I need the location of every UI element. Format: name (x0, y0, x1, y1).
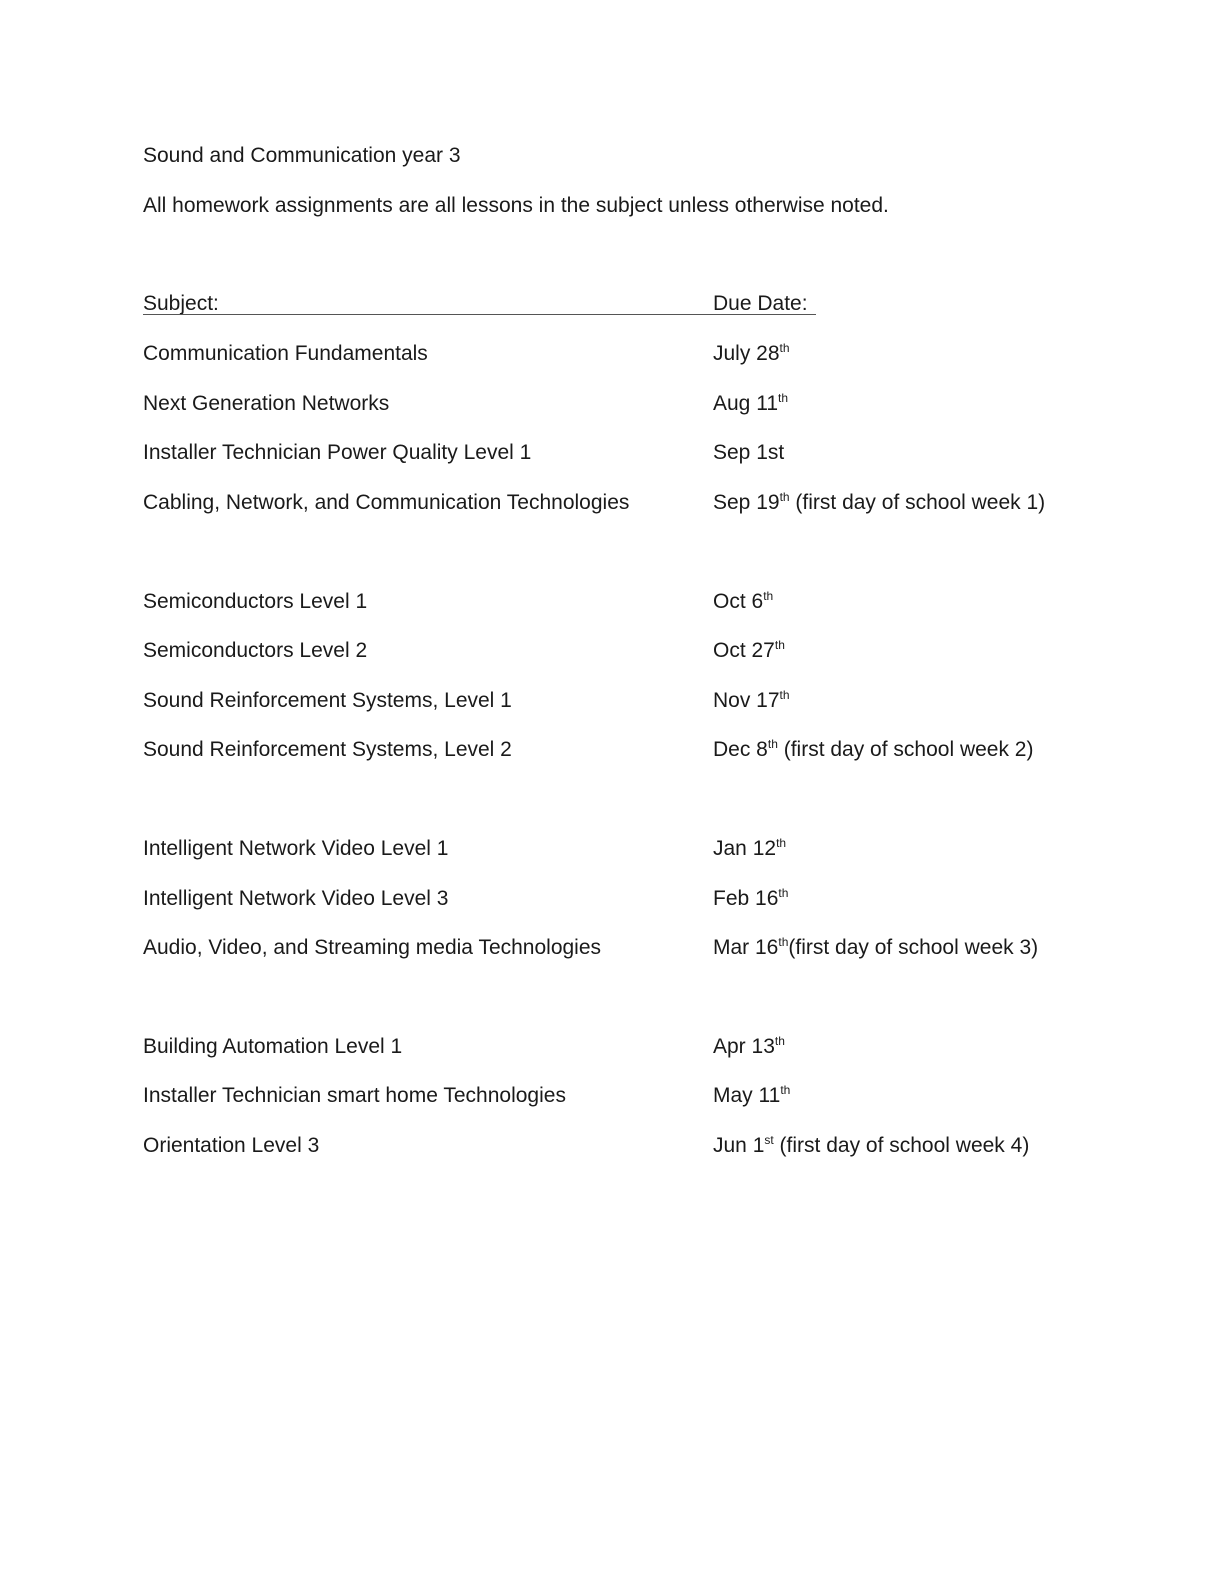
table-row-subject: Installer Technician smart home Technologies (143, 1084, 566, 1107)
table-row-due-date: Feb 16th (713, 886, 789, 910)
document-title: Sound and Communication year 3 (143, 144, 461, 167)
table-row-subject: Building Automation Level 1 (143, 1035, 403, 1058)
table-row-due-date: Sep 1st (713, 441, 785, 464)
table-row-subject: Orientation Level 3 (143, 1134, 320, 1157)
table-row-subject: Sound Reinforcement Systems, Level 1 (143, 689, 512, 712)
table-row-subject: Next Generation Networks (143, 392, 390, 415)
table-row-subject: Cabling, Network, and Communication Technologies (143, 491, 630, 514)
due-date-column-header: Due Date: (713, 292, 808, 315)
table-row-subject: Intelligent Network Video Level 3 (143, 887, 449, 910)
table-row-subject: Audio, Video, and Streaming media Technologies (143, 936, 602, 959)
table-row-due-date: Jan 12th (713, 836, 787, 860)
table-row-subject: Semiconductors Level 2 (143, 639, 368, 662)
table-row-subject: Communication Fundamentals (143, 342, 428, 365)
table-row-subject: Semiconductors Level 1 (143, 590, 368, 613)
table-row-due-date: Dec 8th (first day of school week 2) (713, 737, 1034, 761)
document-note: All homework assignments are all lessons in the subject unless otherwise noted. (143, 194, 889, 217)
table-row-due-date: Aug 11th (713, 391, 789, 415)
table-row-due-date: Apr 13th (713, 1034, 785, 1058)
table-row-due-date: May 11th (713, 1083, 791, 1107)
table-row-subject: Installer Technician Power Quality Level 1 (143, 441, 532, 464)
table-row-subject: Sound Reinforcement Systems, Level 2 (143, 738, 512, 761)
table-row-due-date: Mar 16th(first day of school week 3) (713, 935, 1039, 959)
table-row-due-date: Oct 27th (713, 638, 785, 662)
table-row-due-date: Oct 6th (713, 589, 774, 613)
header-underline (143, 314, 816, 315)
table-row-due-date: Jun 1st (first day of school week 4) (713, 1133, 1030, 1157)
subject-column-header: Subject: (143, 292, 219, 315)
table-row-due-date: Sep 19th (first day of school week 1) (713, 490, 1046, 514)
table-row-subject: Intelligent Network Video Level 1 (143, 837, 449, 860)
table-row-due-date: Nov 17th (713, 688, 790, 712)
table-row-due-date: July 28th (713, 341, 790, 365)
